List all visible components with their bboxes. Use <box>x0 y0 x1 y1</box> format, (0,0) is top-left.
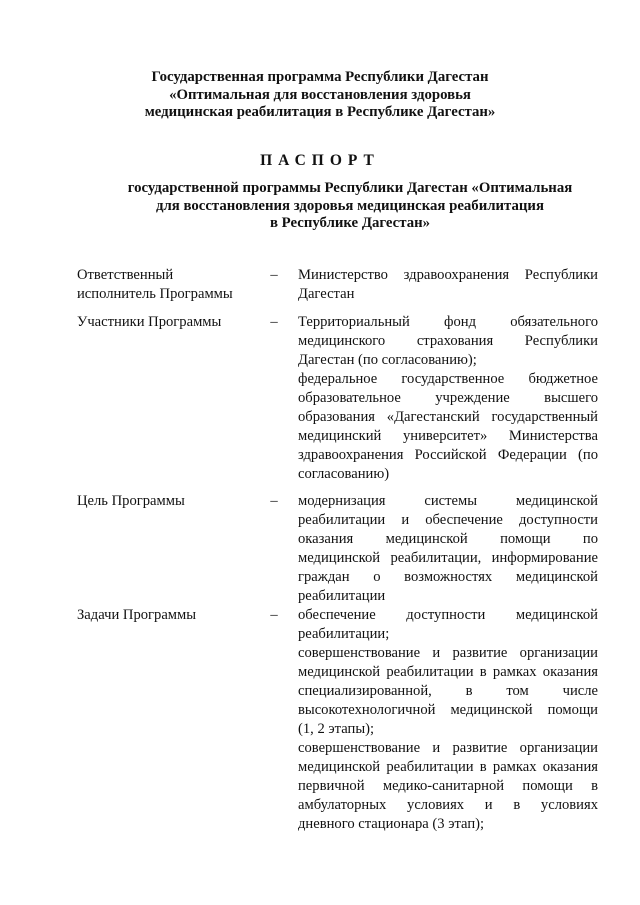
label-line: Участники Программы <box>77 314 222 330</box>
content-line: реабилитации <box>298 588 386 604</box>
content-line: медицинской реабилитации в рамках оказания <box>298 664 598 680</box>
label-line: Задачи Программы <box>77 607 197 623</box>
passport-heading: ПАСПОРТ <box>260 152 380 169</box>
content-line: реабилитации; <box>298 626 390 642</box>
content-line: дневного стационара (3 этап); <box>298 816 485 832</box>
row-dash: – <box>270 493 278 509</box>
content-line: согласованию) <box>298 466 390 482</box>
passport-subtitle <box>100 180 600 233</box>
content-line: оказания медицинской помощи по <box>298 531 598 547</box>
content-line: модернизация системы медицинской <box>298 493 598 509</box>
row-content <box>298 313 598 484</box>
row-content <box>298 606 598 834</box>
row-content <box>298 266 598 304</box>
content-line: медицинский университет» Министерства <box>298 428 598 444</box>
content-line: (1, 2 этапы); <box>298 721 375 737</box>
row-label <box>77 492 262 511</box>
content-line: совершенствование и развитие организации <box>298 740 598 756</box>
label-line: исполнитель Программы <box>77 286 233 302</box>
content-line: медицинской реабилитации в рамках оказания <box>298 759 598 775</box>
content-line: специализированной, в том числе <box>298 683 598 699</box>
title-line: Государственная программа Республики Дагестан <box>151 69 489 85</box>
content-line: Дагестан (по согласованию); <box>298 352 477 368</box>
content-line: совершенствование и развитие организации <box>298 645 598 661</box>
document-title <box>0 69 640 122</box>
content-line: высокотехнологичной медицинской помощи <box>298 702 598 718</box>
row-label <box>77 606 262 625</box>
title-line: медицинская реабилитация в Республике Дагестан» <box>144 104 496 120</box>
content-line: Министерство здравоохранения Республики <box>298 267 598 283</box>
content-line: реабилитации и обеспечение доступности <box>298 512 598 528</box>
row-dash: – <box>270 607 278 623</box>
content-line: медицинского страхования Республики <box>298 333 598 349</box>
content-line: здравоохранения Российской Федерации (по <box>298 447 598 463</box>
content-line: федеральное государственное бюджетное <box>298 371 598 387</box>
label-line: Ответственный <box>77 267 174 283</box>
label-line: Цель Программы <box>77 493 185 509</box>
content-line: образования «Дагестанский государственный <box>298 409 598 425</box>
content-line: образовательное учреждение высшего <box>298 390 598 406</box>
content-line: амбулаторных условиях и в условиях <box>298 797 598 813</box>
content-line: медицинской реабилитации, информирование <box>298 550 598 566</box>
subtitle-line: в Республике Дагестан» <box>269 215 431 231</box>
content-line: первичной медико-санитарной помощи в <box>298 778 598 794</box>
content-line: граждан о возможностях медицинской <box>298 569 598 585</box>
row-dash: – <box>270 267 278 283</box>
content-line: Территориальный фонд обязательного <box>298 314 598 330</box>
title-line: «Оптимальная для восстановления здоровья <box>169 86 471 103</box>
content-line: Дагестан <box>298 286 355 302</box>
row-content <box>298 492 598 606</box>
subtitle-line: государственной программы Республики Дагестан «Оптимальная <box>127 180 573 196</box>
row-dash: – <box>270 314 278 330</box>
subtitle-line: для восстановления здоровья медицинская реабилитация <box>156 197 544 214</box>
row-label <box>77 313 262 332</box>
content-line: обеспечение доступности медицинской <box>298 607 598 623</box>
row-label <box>77 266 262 304</box>
